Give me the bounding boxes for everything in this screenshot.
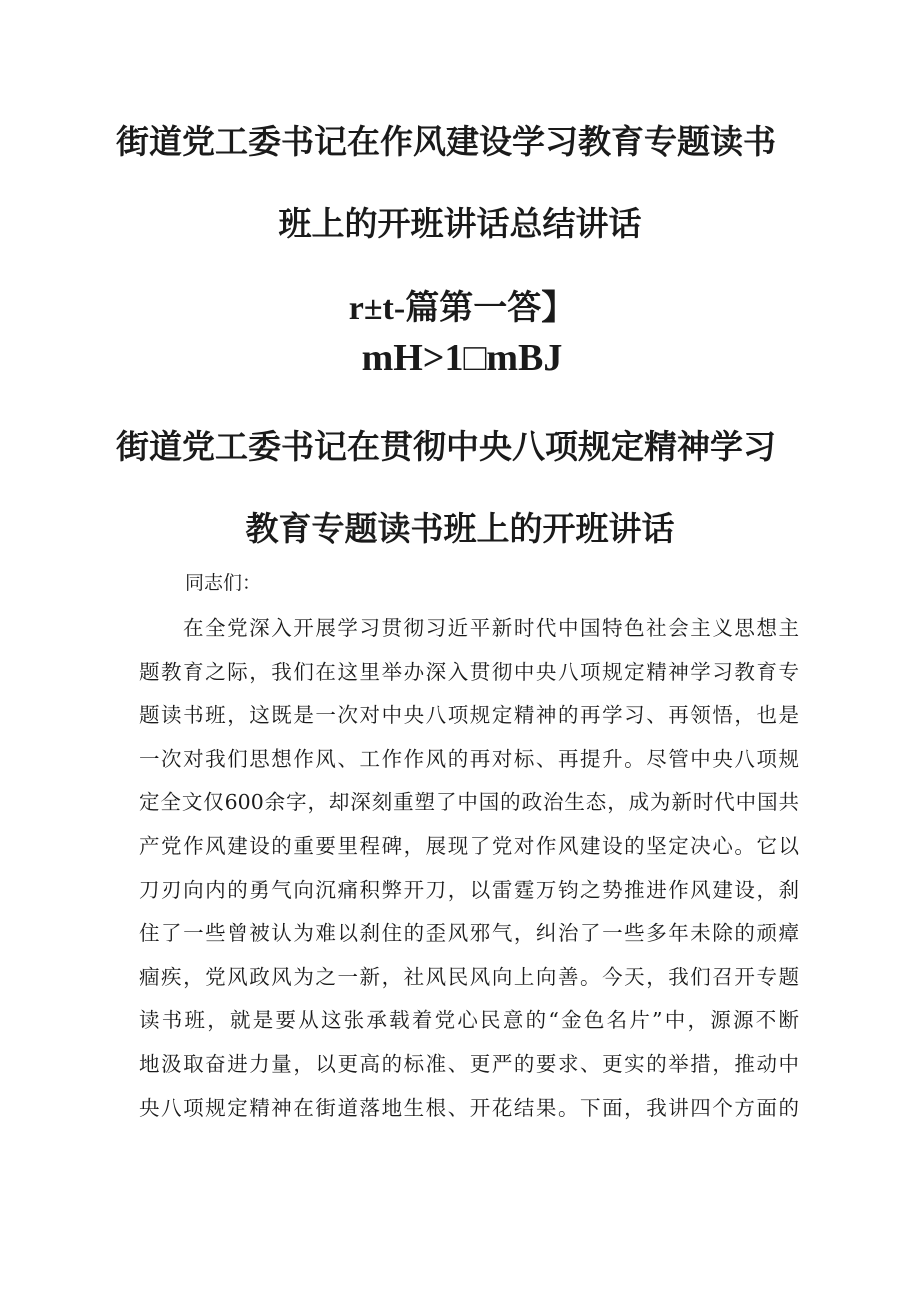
document-title-line-2: 班上的开班讲话总结讲话 (278, 204, 642, 243)
paragraph-line: 痼疾，党风政风为之一新，社风民风向上向善。今天，我们召开专题 (139, 964, 799, 989)
document-title-line-1: 街道党工委书记在作风建设学习教育专题读书 (116, 122, 776, 161)
speech-title-line-2: 教育专题读书班上的开班讲话 (245, 509, 675, 548)
paragraph-line: 产党作风建设的重要里程碑，展现了党对作风建设的坚定决心。它以 (139, 833, 799, 858)
paragraph-line: 题读书班，这既是一次对中央八项规定精神的再学习、再领悟，也是 (139, 703, 799, 728)
paragraph-line: 刀刃向内的勇气向沉痛积弊开刀，以雷霆万钧之势推进作风建设，刹 (139, 877, 799, 902)
garbled-heading-line-2: mH>1□mBJ (361, 337, 563, 379)
paragraph-line: 在全党深入开展学习贯彻习近平新时代中国特色社会主义思想主 (183, 616, 799, 640)
paragraph-line: 一次对我们思想作风、工作作风的再对标、再提升。尽管中央八项规 (139, 746, 799, 771)
speech-title-line-1: 街道党工委书记在贯彻中央八项规定精神学习 (116, 427, 776, 466)
paragraph-line: 题教育之际，我们在这里举办深入贯彻中央八项规定精神学习教育专 (139, 659, 799, 684)
paragraph-line: 地汲取奋进力量，以更高的标准、更严的要求、更实的举措，推动中 (139, 1051, 799, 1076)
garbled-heading-line-1: r±t-篇第一答】 (348, 290, 576, 327)
paragraph-line: 央八项规定精神在街道落地生根、开花结果。下面，我讲四个方面的 (139, 1095, 799, 1120)
paragraph-line: 住了一些曾被认为难以刹住的歪风邪气，纠治了一些多年未除的顽瘴 (139, 921, 799, 946)
paragraph-line: 定全文仅600余字，却深刻重塑了中国的政治生态，成为新时代中国共 (139, 790, 799, 815)
paragraph-line: 读书班，就是要从这张承载着党心民意的“金色名片”中，源源不断 (139, 1008, 799, 1033)
salutation: 同志们： (185, 572, 262, 594)
body-paragraph (139, 607, 799, 1130)
